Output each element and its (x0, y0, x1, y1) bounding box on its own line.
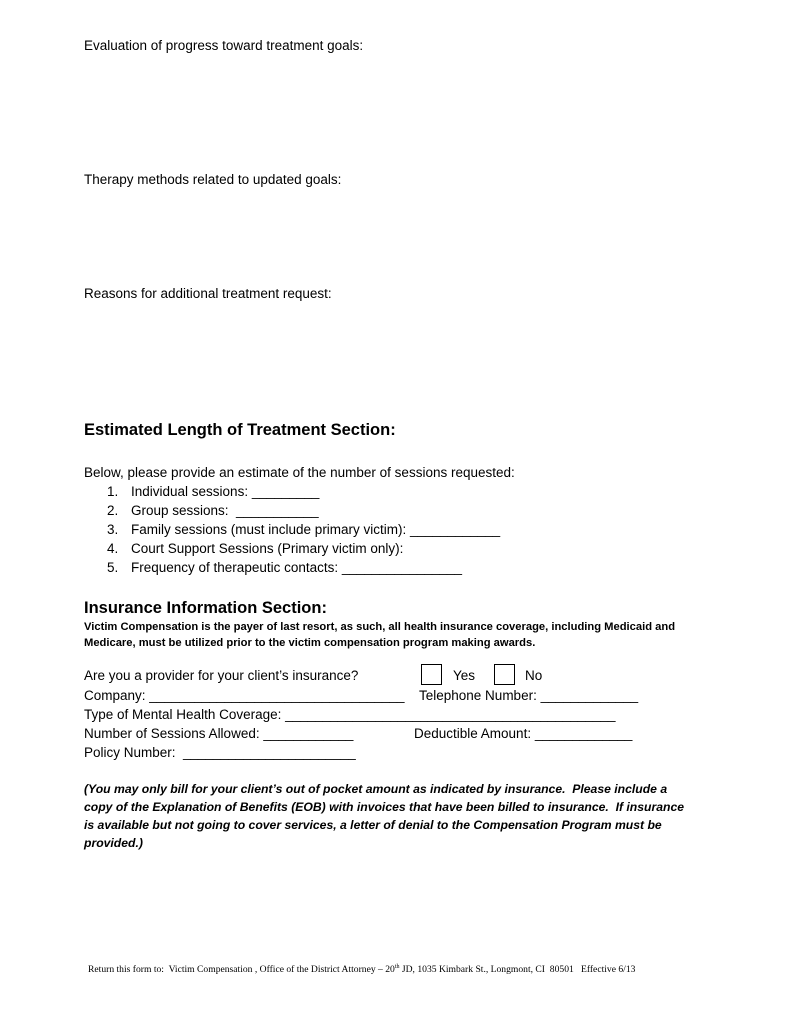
billing-note-line-2: copy of the Explanation of Benefits (EOB) with invoices that have been billed to insurance. If insurance (84, 800, 684, 814)
yes-checkbox[interactable] (421, 664, 442, 685)
billing-note-line-4: provided.) (84, 836, 143, 850)
list-item-number: 1. (107, 484, 119, 499)
provider-question: Are you a provider for your client’s insurance? (84, 668, 359, 683)
list-item (107, 482, 500, 501)
sessions-list (107, 482, 500, 577)
policy-number-field[interactable]: Policy Number: _______________________ (84, 745, 356, 760)
list-item-text: Group sessions: ___________ (131, 503, 319, 518)
therapy-methods-label: Therapy methods related to updated goals: (84, 172, 342, 187)
list-item-text: Frequency of therapeutic contacts: ________________ (131, 560, 462, 575)
length-section-intro: Below, please provide an estimate of the number of sessions requested: (84, 465, 515, 480)
billing-note-line-3: is available but not going to cover services, a letter of denial to the Compensation Program must be (84, 818, 662, 832)
billing-note-line-1: (You may only bill for your client’s out of pocket amount as indicated by insurance. Please include a (84, 782, 668, 796)
insurance-note-line-1: Victim Compensation is the payer of last resort, as such, all health insurance coverage, including Medicaid and (84, 621, 676, 633)
footer-superscript: th (394, 963, 400, 970)
telephone-field[interactable]: Telephone Number: _____________ (419, 688, 639, 703)
list-item (107, 539, 500, 558)
reasons-label: Reasons for additional treatment request: (84, 286, 332, 301)
no-checkbox[interactable] (494, 664, 515, 685)
list-item (107, 501, 500, 520)
list-item-text: Court Support Sessions (Primary victim only): (131, 541, 404, 556)
list-item-number: 5. (107, 560, 119, 575)
list-item-text: Family sessions (must include primary victim): ____________ (131, 522, 501, 537)
list-item-text: Individual sessions: _________ (131, 484, 320, 499)
progress-evaluation-label: Evaluation of progress toward treatment goals: (84, 38, 364, 53)
deductible-field[interactable]: Deductible Amount: _____________ (414, 726, 633, 741)
insurance-note-line-2: Medicare, must be utilized prior to the victim compensation program making awards. (84, 637, 536, 649)
footer-text-end: JD, 1035 Kimbark St., Longmont, CI 80501 Effective 6/13 (399, 964, 636, 975)
footer-text-start: Return this form to: Victim Compensation , Office of the District Attorney – 20 (88, 964, 395, 975)
list-item-number: 2. (107, 503, 119, 518)
company-field[interactable]: Company: __________________________________ (84, 688, 405, 703)
list-item (107, 520, 500, 539)
footer-return-address (88, 964, 635, 976)
list-item-number: 3. (107, 522, 119, 537)
list-item (107, 558, 500, 577)
length-section-heading: Estimated Length of Treatment Section: (84, 421, 396, 439)
sessions-allowed-field[interactable]: Number of Sessions Allowed: ____________ (84, 726, 354, 741)
insurance-section-heading: Insurance Information Section: (84, 599, 327, 617)
no-label: No (525, 668, 543, 683)
yes-label: Yes (453, 668, 476, 683)
list-item-number: 4. (107, 541, 119, 556)
coverage-type-field[interactable]: Type of Mental Health Coverage: ____________________________________________ (84, 707, 616, 722)
